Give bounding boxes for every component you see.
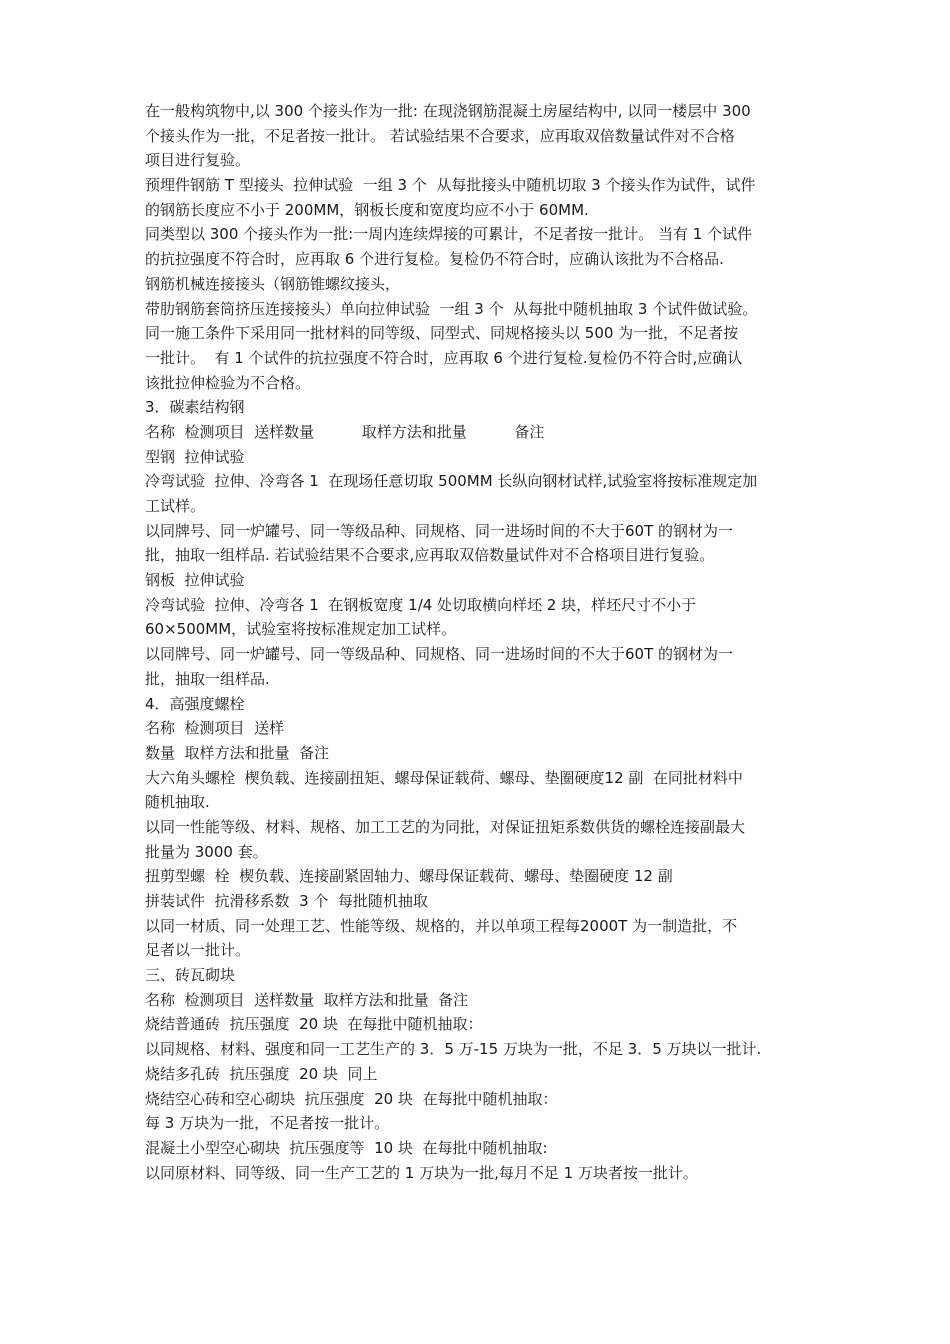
document-page: [145, 99, 813, 1185]
table-header-line: 名称 检测项目 送样: [145, 719, 285, 738]
text-line: 扭剪型螺 栓 楔负载、连接副紧固轴力、螺母保证载荷、螺母、垫圈硬度 12 副: [145, 867, 673, 886]
text-line: 项目进行复验。: [145, 151, 251, 170]
text-line: 工试样。: [145, 497, 206, 515]
section-heading: 4．高强度螺栓: [145, 694, 245, 713]
text-line: 以同一材质、同一处理工艺、性能等级、规格的，并以单项工程每2000T 为一制造批，不: [145, 916, 738, 935]
text-line: 预埋件钢筋 T 型接头 拉伸试验 一组 3 个 从每批接头中随机切取 3 个接头作为试件，试件: [145, 176, 756, 195]
text-line: 一批计。 有 1 个试件的抗拉强度不符合时，应再取 6 个进行复检.复检仍不符合时,应确认: [145, 348, 743, 367]
text-line: 每 3 万块为一批，不足者按一批计。: [145, 1114, 390, 1133]
section-heading: 3．碳素结构钢: [145, 398, 245, 417]
text-line: 烧结普通砖 抗压强度 20 块 在每批中随机抽取：: [145, 1015, 483, 1034]
text-line: 批量为 3000 套。: [145, 842, 268, 861]
text-line: 冷弯试验 拉伸、冷弯各 1 在钢板宽度 1/4 处切取横向样坯 2 块，样坯尺寸不小于: [145, 595, 697, 614]
text-line: 带肋钢筋套筒挤压连接接头）单向拉伸试验 一组 3 个 从每批中随机抽取 3 个试件做试验。: [145, 299, 758, 318]
text-line: 以同牌号、同一炉罐号、同一等级品种、同规格、同一进场时间的不大于60T 的钢材为一: [145, 645, 734, 664]
section-heading: 三、砖瓦砌块: [145, 966, 236, 985]
text-line: 大六角头螺栓 楔负载、连接副扭矩、螺母保证载荷、螺母、垫圈硬度12 副 在同批材料中: [145, 768, 743, 787]
text-line: 该批拉伸检验为不合格。: [145, 373, 311, 392]
table-header-line: 名称 检测项目 送样数量 取样方法和批量 备注: [145, 990, 469, 1009]
text-line: 个接头作为一批，不足者按一批计。 若试验结果不合要求，应再取双倍数量试件对不合格: [145, 126, 735, 145]
text-line: 在一般构筑物中,以 300 个接头作为一批: 在现浇钢筋混凝土房屋结构中, 以同一楼层中 300: [145, 102, 751, 120]
text-line: 以同牌号、同一炉罐号、同一等级品种、同规格、同一进场时间的不大于60T 的钢材为一: [145, 521, 734, 540]
text-line: 以同一性能等级、材料、规格、加工工艺的为同批，对保证扭矩系数供货的螺栓连接副最大: [145, 817, 746, 836]
table-header-line: 数量 取样方法和批量 备注: [145, 743, 330, 762]
text-line: 混凝土小型空心砌块 抗压强度等 10 块 在每批中随机抽取:: [145, 1138, 548, 1157]
text-line: 型钢 拉伸试验: [145, 447, 245, 466]
text-line: 拼装试件 抗滑移系数 3 个 每批随机抽取: [145, 892, 428, 910]
text-line: 钢板 拉伸试验: [145, 571, 245, 590]
text-line: 以同原材料、同等级、同一生产工艺的 1 万块为一批,每月不足 1 万块者按一批计。: [145, 1163, 698, 1182]
text-line: 烧结空心砖和空心砌块 抗压强度 20 块 在每批中随机抽取：: [145, 1089, 558, 1108]
table-header-line: 名称 检测项目 送样数量 取样方法和批量 备注: [145, 422, 545, 441]
text-line: 足者以一批计。: [145, 941, 251, 960]
text-line: 冷弯试验 拉伸、冷弯各 1 在现场任意切取 500MM 长纵向钢材试样,试验室将按标准规定加: [145, 472, 758, 491]
text-line: 同类型以 300 个接头作为一批:一周内连续焊接的可累计，不足者按一批计。 当有 1 个试件: [145, 225, 753, 244]
text-line: 的钢筋长度应不小于 200MM，钢板长度和宽度均应不小于 60MM.: [145, 200, 589, 219]
text-line: 钢筋机械连接接头（钢筋锥螺纹接头，: [145, 274, 401, 293]
text-line: 的抗拉强度不符合时，应再取 6 个进行复检。复检仍不符合时，应确认该批为不合格品.: [145, 250, 724, 269]
text-line: 批，抽取一组样品.: [145, 669, 270, 688]
text-line: 随机抽取.: [145, 793, 210, 812]
text-line: 同一施工条件下采用同一批材料的同等级、同型式、同规格接头以 500 为一批，不足者按: [145, 324, 739, 343]
text-line: 烧结多孔砖 抗压强度 20 块 同上: [145, 1064, 378, 1083]
text-line: 批，抽取一组样品. 若试验结果不合要求,应再取双倍数量试件对不合格项目进行复验。: [145, 546, 715, 565]
text-line: 60×500MM，试验室将按标准规定加工试样。: [145, 620, 457, 639]
text-line: 以同规格、材料、强度和同一工艺生产的 3．5 万-15 万块为一批，不足 3．5 万块以一批计.: [145, 1040, 762, 1059]
